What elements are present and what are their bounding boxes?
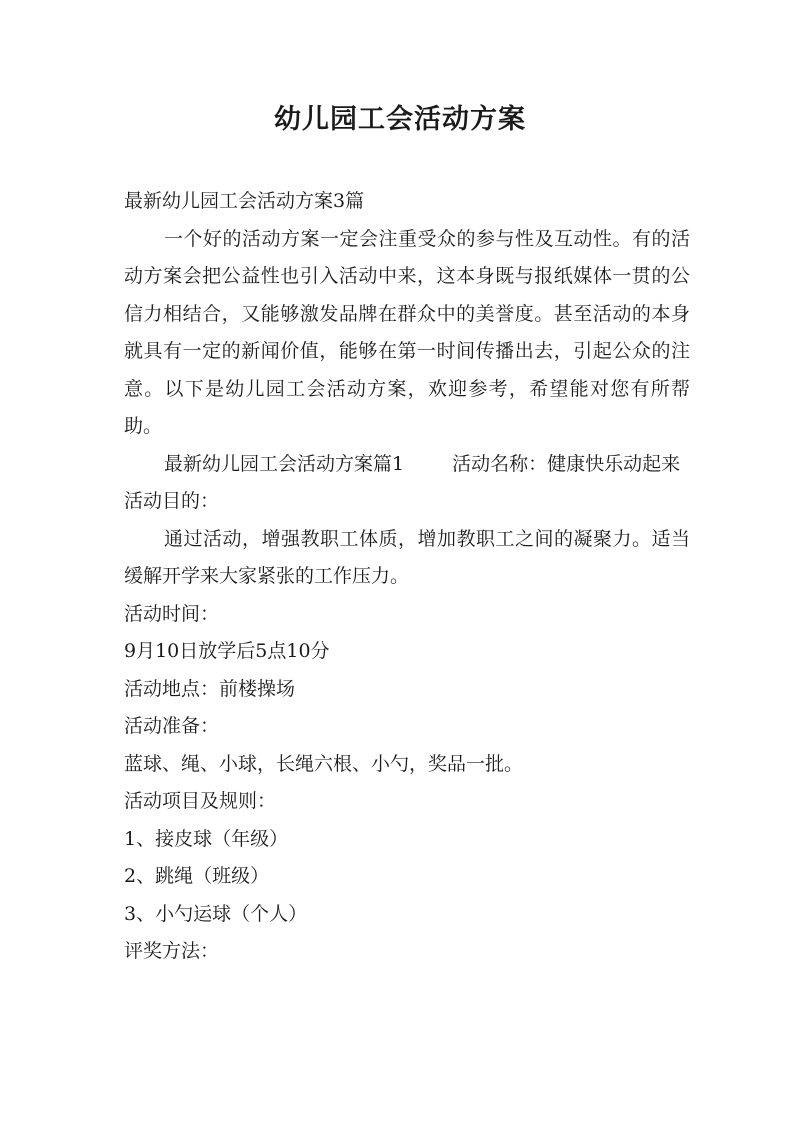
rule-item: 3、小勺运球（个人） bbox=[124, 902, 308, 925]
section-heading-line bbox=[124, 446, 690, 484]
time-text: 9月10日放学后5点10分 bbox=[124, 640, 330, 662]
time-label: 活动时间： bbox=[124, 602, 220, 625]
document-subtitle: 最新幼儿园工会活动方案3篇 bbox=[124, 190, 365, 212]
prep-text: 蓝球、绳、小球，长绳六根、小勺，奖品一批。 bbox=[124, 752, 524, 775]
rule-item: 2、跳绳（班级） bbox=[124, 865, 270, 887]
prep-label: 活动准备： bbox=[124, 715, 220, 737]
section-heading: 最新幼儿园工会活动方案篇1 bbox=[164, 452, 405, 475]
rule-item: 1、接皮球（年级） bbox=[124, 827, 289, 850]
location-line: 活动地点：前楼操场 bbox=[124, 677, 296, 700]
document-title: 幼儿园工会活动方案 bbox=[274, 104, 526, 135]
intro-paragraph: 一个好的活动方案一定会注重受众的参与性及互动性。有的活动方案会把公益性也引入活动中来，这本身既与报纸媒体一贯的公信力相结合，又能够激发品牌在群众中的美誉度。甚至活动的本身就具有一定的新闻价值，能够在第一时间传播出去，引起公众的注意。以下是幼儿园工会活动方案，欢迎参考，希望能对您有所帮助。 bbox=[124, 227, 690, 437]
document-body bbox=[124, 183, 690, 971]
award-label: 评奖方法： bbox=[124, 940, 220, 962]
activity-name: 活动名称：健康快乐动起来 bbox=[452, 452, 681, 475]
purpose-text: 通过活动，增强教职工体质，增加教职工之间的凝聚力。适当缓解开学来大家紧张的工作压力。 bbox=[124, 527, 690, 587]
purpose-label: 活动目的： bbox=[124, 490, 220, 512]
rules-label: 活动项目及规则： bbox=[124, 790, 277, 812]
